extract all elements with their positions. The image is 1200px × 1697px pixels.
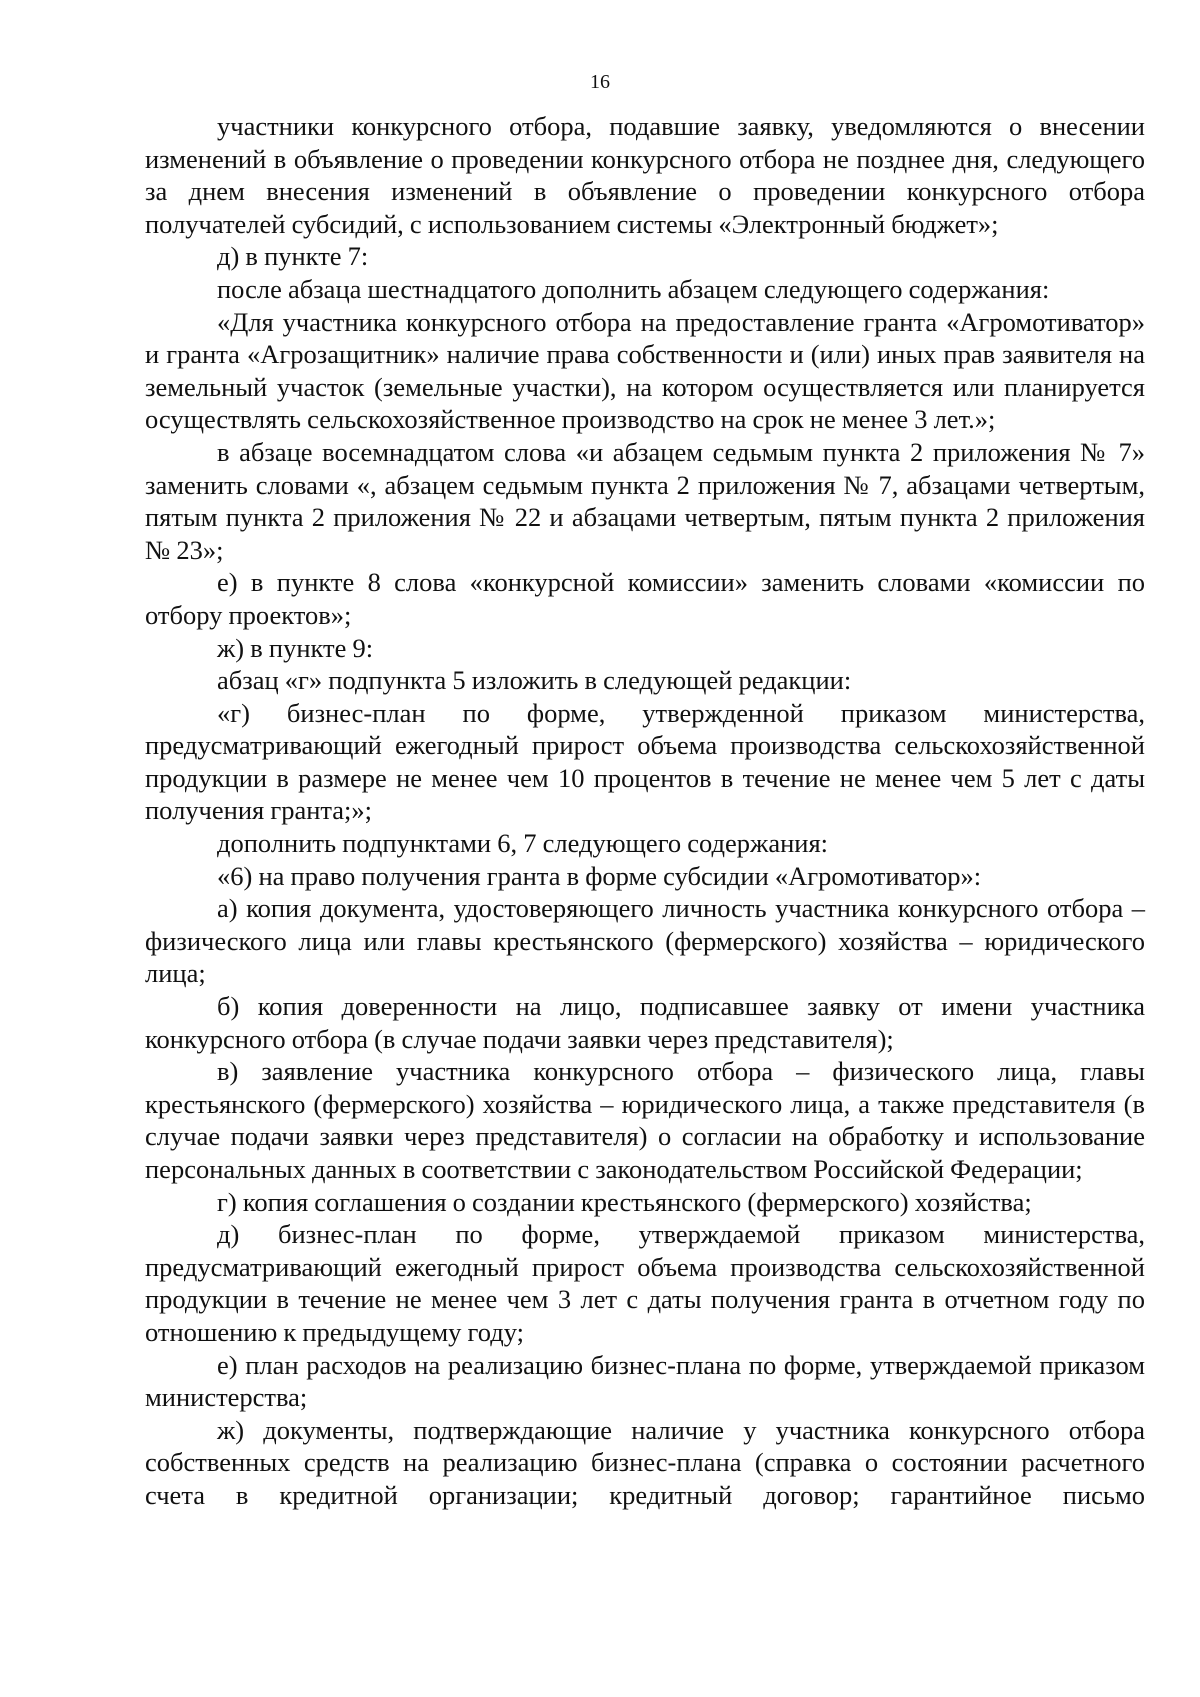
paragraph-17: е) план расходов на реализацию бизнес-плана по форме, утверждаемой приказом министерства;: [145, 1349, 1145, 1413]
paragraph-11: «6) на право получения гранта в форме субсидии «Агромотиватор»:: [217, 860, 982, 891]
page-number: 16: [590, 71, 610, 93]
paragraph-18: ж) документы, подтверждающие наличие у участника конкурсного отбора собственных средств на реализацию бизнес-плана (справка о состоянии расчетного счета в кредитной организации; кредитный договор; гарантийное письмо: [145, 1414, 1145, 1510]
paragraph-12: а) копия документа, удостоверяющего личность участника конкурсного отбора – физического лица или главы крестьянского (фермерского) хозяйства – юридического лица;: [145, 893, 1145, 989]
paragraph-13: б) копия доверенности на лицо, подписавшее заявку от имени участника конкурсного отбора (в случае подачи заявки через представителя);: [145, 991, 1145, 1054]
paragraph-2: д) в пункте 7:: [217, 241, 369, 272]
paragraph-14: в) заявление участника конкурсного отбора – физического лица, главы крестьянского (фермерского) хозяйства – юридического лица, а также представителя (в случае подачи заявки через представителя) о согласии на обработку и использование персональных данных в соответствии с законодательством Российской Федерации;: [145, 1056, 1145, 1184]
paragraph-1: участники конкурсного отбора, подавшие заявку, уведомляются о внесении изменений в объявление о проведении конкурсного отбора не позднее дня, следующего за днем внесения изменений в объявление о проведении конкурсного отбора получателей субсидий, с использованием системы «Электронный бюджет»;: [145, 111, 1145, 239]
document-body: [145, 110, 1145, 1512]
paragraph-4: «Для участника конкурсного отбора на предоставление гранта «Агромотиватор» и гранта «Агрозащитник» наличие права собственности и (или) иных прав заявителя на земельный участок (земельные участки), на котором осуществляется или планируется осуществлять сельскохозяйственное производство на срок не менее 3 лет.»;: [145, 306, 1145, 435]
paragraph-16: д) бизнес-план по форме, утверждаемой приказом министерства, предусматривающий ежегодный прирост объема производства сельскохозяйственной продукции в течение не менее чем 3 лет с даты получения гранта в отчетном году по отношению к предыдущему году;: [145, 1219, 1145, 1347]
paragraph-6: е) в пункте 8 слова «конкурсной комиссии» заменить словами «комиссии по отбору проектов»;: [145, 567, 1145, 630]
paragraph-10: дополнить подпунктами 6, 7 следующего содержания:: [217, 828, 829, 859]
paragraph-15: г) копия соглашения о создании крестьянского (фермерского) хозяйства;: [217, 1186, 1032, 1217]
paragraph-3: после абзаца шестнадцатого дополнить абзацем следующего содержания:: [217, 273, 1050, 304]
paragraph-9: «г) бизнес-план по форме, утвержденной приказом министерства, предусматривающий ежегодный прирост объема производства сельскохозяйственной продукции в размере не менее чем 10 процентов в течение не менее чем 5 лет с даты получения гранта;»;: [145, 697, 1145, 826]
paragraph-8: абзац «г» подпункта 5 изложить в следующей редакции:: [217, 665, 852, 696]
paragraph-5: в абзаце восемнадцатом слова «и абзацем седьмым пункта 2 приложения № 7» заменить словами «, абзацем седьмым пункта 2 приложения № 7, абзацами четвертым, пятым пункта 2 приложения № 22 и абзацами четвертым, пятым пункта 2 приложения № 23»;: [145, 436, 1145, 565]
paragraph-7: ж) в пункте 9:: [217, 632, 374, 663]
